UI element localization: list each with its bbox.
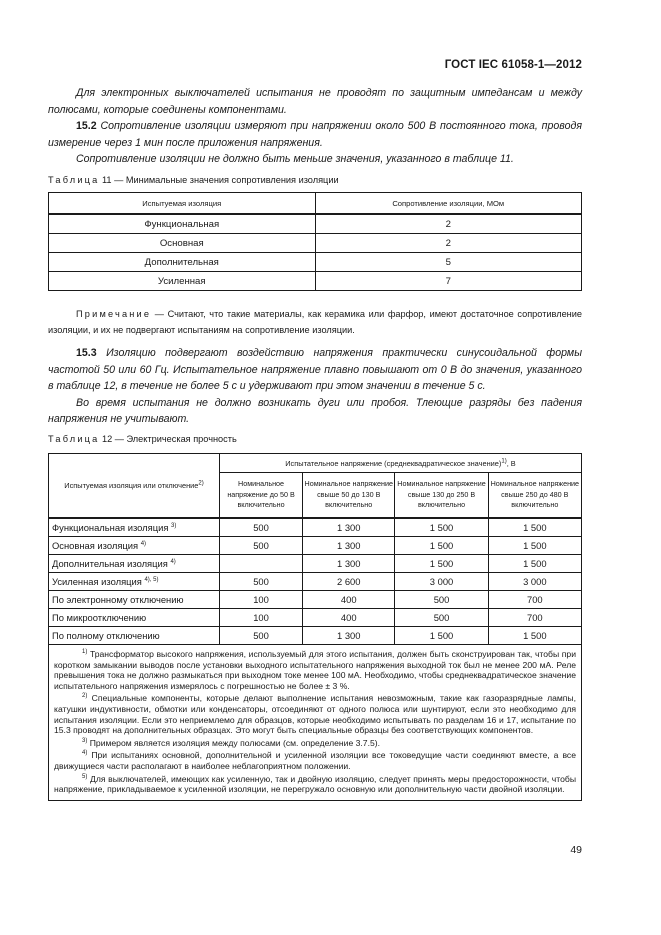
note-text: — Считают, что такие материалы, как керамика или фарфор, имеют достаточное сопротивление изоляции, и их не подвергают испытаниям на сопротивление изоляции. (48, 309, 582, 336)
table-cell: 500 (220, 627, 303, 645)
table-cell: 700 (488, 591, 581, 609)
caption-text: 11 — Минимальные значения сопротивления изоляции (102, 175, 339, 185)
column-header: Номинальное напряжение до 50 В включительно (220, 473, 303, 519)
row-label: По электронному отключению (49, 591, 220, 609)
table-cell: 500 (395, 591, 488, 609)
table-cell: 400 (303, 591, 395, 609)
footnote: $^{1)}$ Трансформатор высокого напряжения, используемый для этого испытания, должен быть сконструирован так, чтобы при коротком замыкании выводов после установки выходного испытательного напряжения выходной ток был не менее 200 мА. Реле превышения тока не должно размыкаться при выходном токе менее 100 мА. Необходимо, чтобы среднеквадратическое значение испытательного напряжения измерялось с погрешностью не более ± 3 %. (54, 649, 576, 691)
table-cell: 500 (220, 537, 303, 555)
table-11 (48, 192, 582, 291)
table-cell: 500 (395, 609, 488, 627)
table-cell: 2 (315, 214, 582, 234)
table-cell: 500 (220, 518, 303, 537)
footnotes-row (49, 645, 582, 801)
table-row (49, 537, 582, 555)
table-cell: 1 500 (488, 518, 581, 537)
row-label: Основная изоляция $^{4)}$ (49, 537, 220, 555)
table-cell: 3 000 (395, 573, 488, 591)
table-row (49, 591, 582, 609)
row-label: Функциональная изоляция $^{3)}$ (49, 518, 220, 537)
table-12 (48, 453, 582, 801)
table-cell: 1 300 (303, 537, 395, 555)
table-cell: 1 500 (488, 555, 581, 573)
section-15-3 (48, 345, 582, 428)
footnote: $^{3)}$ Примером является изоляция между полюсами (см. определение 3.7.5). (82, 737, 380, 748)
column-header: Сопротивление изоляции, МОм (315, 193, 582, 215)
table-cell: 7 (315, 272, 582, 291)
intro-text (48, 85, 582, 168)
table-cell: 1 500 (395, 555, 488, 573)
row-label: По микроотключению (49, 609, 220, 627)
table-cell: 100 (220, 591, 303, 609)
row-label: Усиленная изоляция $^{4), 5)}$ (49, 573, 220, 591)
table-row (49, 253, 582, 272)
table-cell: 1 500 (488, 537, 581, 555)
row-label: Дополнительная изоляция $^{4)}$ (49, 555, 220, 573)
table-cell: Функциональная (49, 214, 316, 234)
table-row (49, 234, 582, 253)
table-cell: 3 000 (488, 573, 581, 591)
table-row (49, 627, 582, 645)
section-number: 15.2 (76, 120, 97, 133)
column-header: Номинальное напряжение свыше 130 до 250 В включительно (395, 473, 488, 519)
table-cell: 1 500 (395, 537, 488, 555)
table-row (49, 573, 582, 591)
section-text: Изоляцию подвергают воздействию напряжения практически синусоидальной формы частотой 50 или 60 Гц. Испытательное напряжение плавно повышают от 0 В до значения, указанного в таблице 12, в течение не более 5 с и удерживают при этом значении в течение 5 с. (48, 347, 582, 393)
group-header-cell: Испытательное напряжение (среднеквадратическое значение)$^{1)}$, В (220, 454, 582, 473)
paragraph: Для электронных выключателей испытания не проводят по защитным импедансам и между полюсами, которые соединены компонентами. (48, 87, 582, 116)
table-cell: 1 500 (488, 627, 581, 645)
paragraph-15-2 (48, 118, 582, 151)
table-cell: 2 600 (303, 573, 395, 591)
table-row (49, 518, 582, 537)
column-header: Номинальное напряжение свыше 250 до 480 В включительно (488, 473, 581, 519)
table-cell: 100 (220, 609, 303, 627)
table-cell: Основная (49, 234, 316, 253)
column-header: Испытуемая изоляция (49, 193, 316, 215)
table-cell: 2 (315, 234, 582, 253)
page-number: 49 (570, 844, 582, 856)
standard-designation: ГОСТ IEC 61058-1—2012 (444, 59, 582, 71)
section-text: Сопротивление изоляции измеряют при напряжении около 500 В постоянного тока, проводя измерение через 1 мин после приложения напряжения. (48, 120, 582, 149)
table-11-caption (48, 175, 339, 185)
table-cell: 1 300 (303, 555, 395, 573)
caption-text: 12 — Электрическая прочность (102, 434, 237, 444)
table-cell: 700 (488, 609, 581, 627)
table-cell: 1 300 (303, 627, 395, 645)
table-header-row (49, 454, 582, 473)
table-cell: Усиленная (49, 272, 316, 291)
table-cell: 400 (303, 609, 395, 627)
table-cell (220, 555, 303, 573)
column-header: Номинальное напряжение свыше 50 до 130 В включительно (303, 473, 395, 519)
footnote: $^{2)}$ Специальные компоненты, которые делают выполнение испытания невозможным, такие как газоразрядные лампы, катушки индуктивности, обмотки или конденсаторы, отсоединяют от одного полюса или шунтируют, если это необходимо для испытания изоляции. Если это неприемлемо для образцов, которые необходимо испытывать по разделам 16 и 17, испытание по 15.3 проводят на дополнительных образцах. Это могут быть специальные образцы без соответствующих компонентов. (54, 693, 576, 736)
section-number: 15.3 (76, 347, 97, 359)
caption-word: Таблица (48, 175, 100, 185)
caption-word: Таблица (48, 434, 100, 444)
table-row (49, 272, 582, 291)
row-header-cell: Испытуемая изоляция или отключение$^{2)}$ (49, 454, 220, 519)
table-cell: 1 500 (395, 518, 488, 537)
table-row (49, 555, 582, 573)
note-label: Примечание (76, 309, 152, 319)
table-cell: Дополнительная (49, 253, 316, 272)
table-row (49, 609, 582, 627)
footnote: $^{4)}$ При испытаниях основной, дополнительной и усиленной изоляции все токоведущие части соединяют вместе, а все движущиеся части располагают в наиболее неблагоприятном положении. (54, 750, 576, 771)
table-row (49, 214, 582, 234)
table-header-row (49, 193, 582, 215)
table-cell: 1 500 (395, 627, 488, 645)
row-label: По полному отключению (49, 627, 220, 645)
table-12-caption (48, 434, 237, 444)
paragraph: Сопротивление изоляции не должно быть меньше значения, указанного в таблице 11. (76, 153, 514, 166)
table-cell: 500 (220, 573, 303, 591)
footnote: $^{5)}$ Для выключателей, имеющих как усиленную, так и двойную изоляцию, следует принять меры предосторожности, чтобы напряжение, прикладываемое к усиленной изоляции, не перегружало основную или дополнительную части двойной изоляции. (54, 773, 577, 795)
footnotes-cell (49, 645, 582, 801)
note (48, 306, 582, 338)
table-cell: 5 (315, 253, 582, 272)
paragraph: Во время испытания не должно возникать дуги или пробоя. Тлеющие разряды без падения напряжения не учитывают. (48, 396, 582, 426)
table-cell: 1 300 (303, 518, 395, 537)
